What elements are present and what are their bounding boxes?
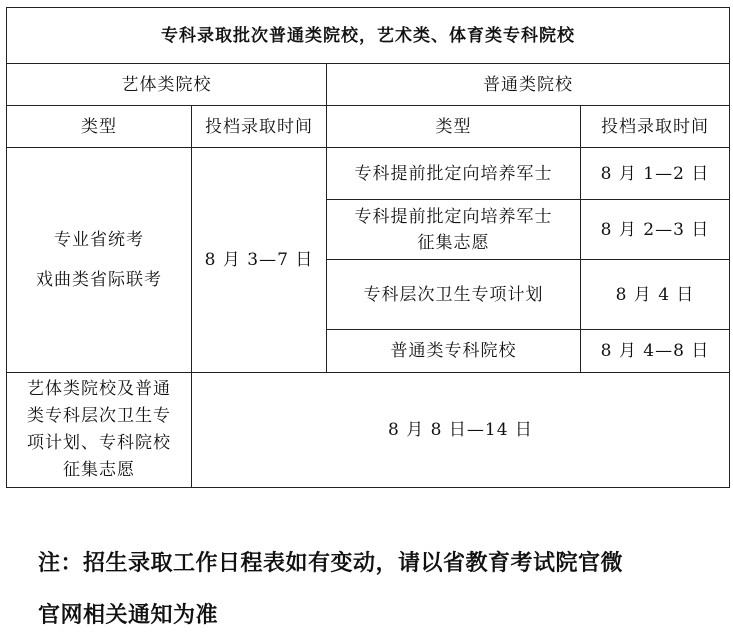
col-header-time-general: 投档录取时间 <box>581 106 730 148</box>
general-type-4: 普通类专科院校 <box>327 330 581 373</box>
group-header-general: 普通类院校 <box>327 64 730 106</box>
general-time-3: 8 月 4 日 <box>581 260 730 330</box>
col-header-type-art: 类型 <box>7 106 192 148</box>
col-header-type-general: 类型 <box>327 106 581 148</box>
art-type-opera: 戏曲类省际联考 <box>36 270 162 290</box>
group-header-art: 艺体类院校 <box>7 64 327 106</box>
art-type-provincial: 专业省统考 <box>54 230 144 250</box>
schedule-note <box>38 538 718 642</box>
general-time-2: 8 月 2—3 日 <box>581 200 730 260</box>
art-types-cell <box>7 148 192 373</box>
last-time-cell: 8 月 8 日—14 日 <box>192 373 730 488</box>
last-type-cell <box>7 373 192 488</box>
schedule-table <box>6 7 730 488</box>
note-line1: 注：招生录取工作日程表如有变动，请以省教育考试院官微 <box>38 551 624 576</box>
general-type-2 <box>327 200 581 260</box>
general-type-1: 专科提前批定向培养军士 <box>327 148 581 200</box>
general-type-3: 专科层次卫生专项计划 <box>327 260 581 330</box>
col-header-time-art: 投档录取时间 <box>192 106 327 148</box>
art-time-cell: 8 月 3—7 日 <box>192 148 327 373</box>
general-type-2-line1: 专科提前批定向培养军士 <box>354 206 553 227</box>
last-type-line1: 艺体类院校及普通 <box>27 379 171 399</box>
last-type-line3: 项计划、专科院校 <box>27 433 171 453</box>
last-type-line4: 征集志愿 <box>63 460 135 480</box>
general-time-4: 8 月 4—8 日 <box>581 330 730 373</box>
last-type-line2: 类专科层次卫生专 <box>27 406 171 426</box>
general-time-1: 8 月 1—2 日 <box>581 148 730 200</box>
table-title: 专科录取批次普通类院校，艺术类、体育类专科院校 <box>7 8 730 64</box>
general-type-2-line2: 征集志愿 <box>417 232 490 253</box>
note-line2: 官网相关通知为准 <box>38 603 219 628</box>
